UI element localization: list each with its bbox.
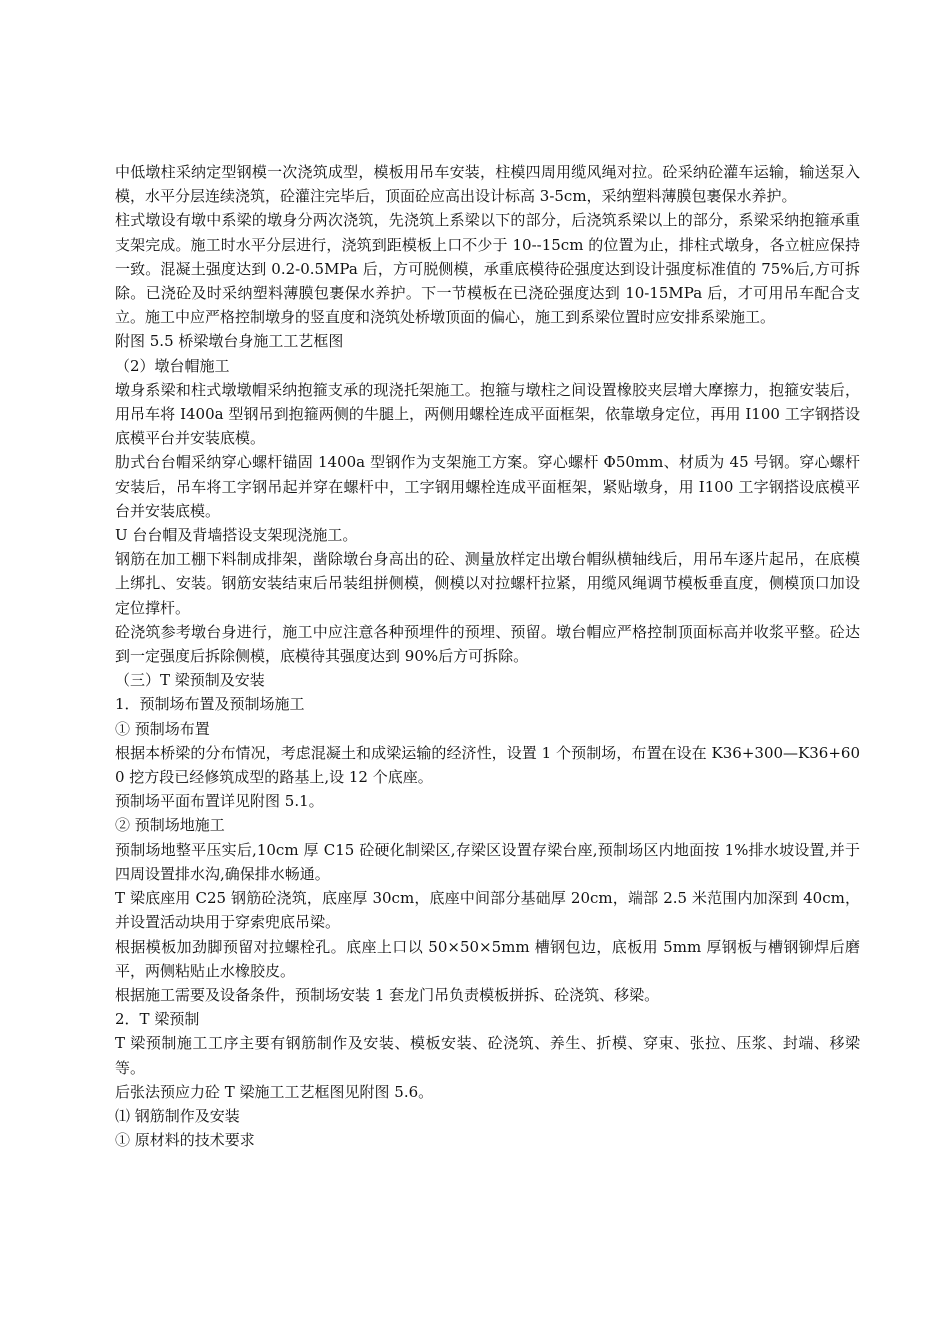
paragraph-yard-layout-reference: 预制场平面布置详见附图 5.1。 bbox=[115, 792, 324, 811]
document-body bbox=[115, 160, 860, 1152]
paragraph-rebar-fabrication: 钢筋在加工棚下料制成排架，凿除墩台身高出的砼、测量放样定出墩台帽纵横轴线后，用吊车逐片起吊，在底模上绑扎、安装。钢筋安装结束后吊装组拼侧模，侧模以对拉螺杆拉紧，用缆风绳调节模板垂直度，侧模顶口加设定位撑杆。 bbox=[115, 550, 860, 617]
paragraph-yard-hardening: 预制场地整平压实后,10cm 厚 C15 砼硬化制梁区,存梁区设置存梁台座,预制场区内地面按 1%排水坡设置,并于四周设置排水沟,确保排水畅通。 bbox=[115, 840, 860, 883]
heading-t-beam-precast: 2．T 梁预制 bbox=[115, 1010, 200, 1029]
heading-t-beam-section: （三）T 梁预制及安装 bbox=[115, 671, 265, 690]
heading-raw-material-requirements: ① 原材料的技术要求 bbox=[115, 1131, 255, 1150]
paragraph-u-abutment: U 台台帽及背墙搭设支架现浇施工。 bbox=[115, 526, 358, 545]
paragraph-precast-procedures: T 梁预制施工工序主要有钢筋制作及安装、模板安装、砼浇筑、养生、折模、穿束、张拉、压浆、封端、移梁等。 bbox=[115, 1034, 860, 1077]
heading-precast-yard-layout: ① 预制场布置 bbox=[115, 719, 210, 738]
paragraph-t-beam-base: T 梁底座用 C25 钢筋砼浇筑，底座厚 30cm，底座中间部分基础厚 20cm，端部 2.5 米范围内加深到 40cm，并设置活动块用于穿索兜底吊梁。 bbox=[115, 889, 860, 932]
paragraph-hoop-support: 墩身系梁和柱式墩墩帽采纳抱箍支承的现浇托架施工。抱箍与墩柱之间设置橡胶夹层增大摩擦力，抱箍安装后，用吊车将 I400a 型钢吊到抱箍两侧的牛腿上，两侧用螺栓连成平面框架，依靠墩身定位，再用 I100 工字钢搭设底模平台并安装底模。 bbox=[115, 380, 860, 448]
paragraph-bolt-holes: 根据模板加劲脚预留对拉螺栓孔。底座上口以 50×50×5mm 槽钢包边，底板用 5mm 厚钢板与槽钢铆焊后磨平，两侧粘贴止水橡胶皮。 bbox=[115, 937, 860, 980]
paragraph-gantry-crane: 根据施工需要及设备条件，预制场安装 1 套龙门吊负责模板拼拆、砼浇筑、移梁。 bbox=[115, 985, 660, 1004]
paragraph-column-pier-tie-beam: 柱式墩设有墩中系梁的墩身分两次浇筑，先浇筑上系梁以下的部分，后浇筑系梁以上的部分，系梁采纳抱箍承重支架完成。施工时水平分层进行，浇筑到距模板上口不少于 10--15cm 的位置为止，排柱式墩身，各立桩应保持一致。混凝土强度达到 0.2-0.5MPa 后，方可脱侧模，承重底模待砼强度达到设计强度标准值的 75%后,方可拆除。已浇砼及时采纳塑料薄膜包裹保水养护。下一节模板在已浇砼强度达到 10-15MPa 后，才可用吊车配合支立。施工中应严格控制墩身的竖直度和浇筑处桥墩顶面的偏心，施工到系梁位置时应安排系梁施工。 bbox=[115, 211, 860, 327]
paragraph-figure-5-6-reference: 后张法预应力砼 T 梁施工工艺框图见附图 5.6。 bbox=[115, 1082, 434, 1101]
heading-precast-yard: 1．预制场布置及预制场施工 bbox=[115, 695, 305, 714]
heading-rebar-fabrication: ⑴ 钢筋制作及安装 bbox=[115, 1106, 240, 1125]
heading-pier-cap-construction: （2）墩台帽施工 bbox=[115, 356, 230, 375]
paragraph-figure-5-5-caption: 附图 5.5 桥梁墩台身施工工艺框图 bbox=[115, 332, 344, 351]
paragraph-yard-location: 根据本桥梁的分布情况，考虑混凝土和成梁运输的经济性，设置 1 个预制场，布置在设在 K36+300—K36+600 挖方段已经修筑成型的路基上,设 12 个底座。 bbox=[115, 743, 860, 787]
paragraph-rib-abutment-cap: 肋式台台帽采纳穿心螺杆锚固 1400a 型钢作为支架施工方案。穿心螺杆 Φ50mm、材质为 45 号钢。穿心螺杆安装后，吊车将工字钢吊起并穿在螺杆中，工字钢用螺栓连成平面框架，紧贴墩身，用 I100 工字钢搭设底模平台并安装底模。 bbox=[115, 453, 860, 520]
paragraph-pier-column-casting: 中低墩柱采纳定型钢模一次浇筑成型，模板用吊车安装，柱模四周用缆风绳对拉。砼采纳砼灌车运输，输送泵入模，水平分层连续浇筑，砼灌注完毕后，顶面砼应高出设计标高 3-5cm，采纳塑料薄膜包裹保水养护。 bbox=[115, 163, 860, 206]
heading-yard-construction: ② 预制场地施工 bbox=[115, 816, 225, 835]
paragraph-concrete-pouring: 砼浇筑参考墩台身进行，施工中应注意各种预埋件的预埋、预留。墩台帽应严格控制顶面标高并收浆平整。砼达到一定强度后拆除侧模，底模待其强度达到 90%后方可拆除。 bbox=[115, 622, 860, 666]
